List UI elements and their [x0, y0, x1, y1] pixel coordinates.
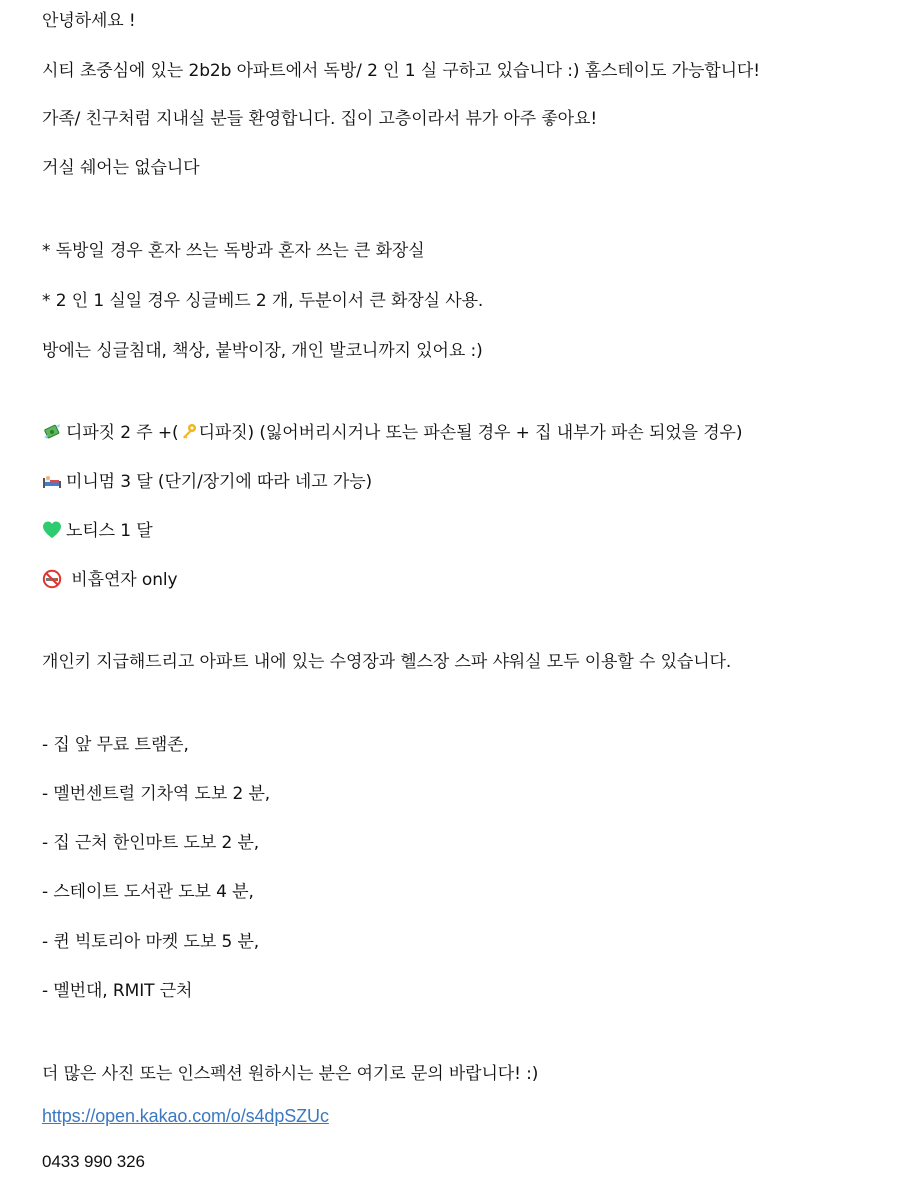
welcome-line: 가족/ 친구처럼 지내실 분들 환영합니다. 집이 고층이라서 뷰가 아주 좋아요! [42, 109, 598, 129]
nearby-item: - 퀸 빅토리아 마켓 도보 5 분, [42, 932, 260, 952]
deposit-line [42, 422, 742, 444]
green-heart-icon [42, 520, 62, 540]
minimum-text: 미니멈 3 달 (단기/장기에 따라 네고 가능) [66, 472, 373, 492]
non-smoker-text: 비흡연자 only [66, 570, 178, 590]
nearby-item: - 멜번센트럴 기차역 도보 2 분, [42, 784, 271, 804]
money-with-wings-icon [42, 422, 62, 442]
no-smoking-icon [42, 569, 62, 589]
kakao-open-chat-link[interactable]: https://open.kakao.com/o/s4dpSZUc [42, 1106, 329, 1126]
no-share-line: 거실 쉐어는 없습니다 [42, 158, 200, 178]
nearby-item: - 집 앞 무료 트램존, [42, 735, 189, 755]
key-icon [181, 423, 197, 441]
greeting-line: 안녕하세요 ! [42, 11, 136, 31]
non-smoker-line [42, 569, 177, 591]
nearby-item: - 멜번대, RMIT 근처 [42, 981, 193, 1001]
nearby-item: - 집 근처 한인마트 도보 2 분, [42, 833, 260, 853]
bed-icon [42, 471, 62, 491]
nearby-item: - 스테이트 도서관 도보 4 분, [42, 882, 254, 902]
phone-number: 0433 990 326 [42, 1152, 145, 1171]
deposit-text-a: 디파짓 2 주 +( [66, 423, 179, 443]
amenities-line: 개인키 지급해드리고 아파트 내에 있는 수영장과 헬스장 스파 샤워실 모두 이용할 수 있습니다. [42, 652, 732, 672]
intro-line: 시티 초중심에 있는 2b2b 아파트에서 독방/ 2 인 1 실 구하고 있습니다 :) 홈스테이도 가능합니다! [42, 61, 760, 81]
notice-line [42, 520, 153, 542]
contact-note-line: 더 많은 사진 또는 인스펙션 원하시는 분은 여기로 문의 바랍니다! :) [42, 1064, 539, 1084]
single-room-line: * 독방일 경우 혼자 쓰는 독방과 혼자 쓰는 큰 화장실 [42, 241, 425, 261]
deposit-text-b: 디파짓) (잃어버리시거나 또는 파손될 경우 + 집 내부가 파손 되었을 경우) [198, 423, 743, 443]
minimum-line [42, 471, 372, 493]
notice-text: 노티스 1 달 [66, 521, 153, 541]
double-room-line: * 2 인 1 실일 경우 싱글베드 2 개, 두분이서 큰 화장실 사용. [42, 291, 484, 311]
room-items-line: 방에는 싱글침대, 책상, 붙박이장, 개인 발코니까지 있어요 :) [42, 341, 483, 361]
